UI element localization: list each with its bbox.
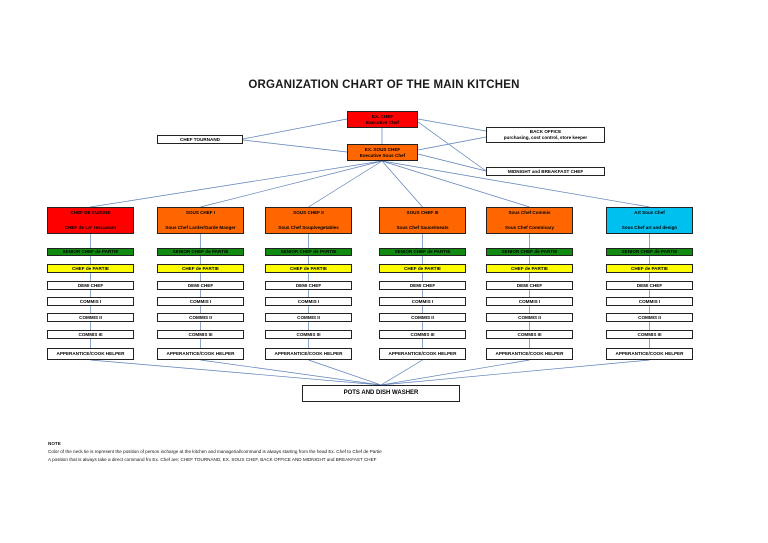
- connector-line: [381, 360, 530, 385]
- connector-line: [91, 161, 383, 207]
- department-title: Art Sous Chef: [634, 210, 665, 215]
- department-subtitle: Sous Chef Larder/Garde Manger: [165, 225, 236, 231]
- chef-de-partie-box: CHEF de PARTIE: [486, 264, 573, 273]
- commis-iii-box: COMMIS III: [379, 330, 466, 339]
- department-title: SOUS CHEF I: [185, 210, 216, 215]
- chef-de-partie-box: CHEF de PARTIE: [606, 264, 693, 273]
- note-block: [48, 440, 382, 464]
- commis-ii-box: COMMIS II: [606, 313, 693, 322]
- chef-de-partie-box: CHEF de PARTIE: [157, 264, 244, 273]
- department-subtitle: Sous Chef Sauce/meats: [396, 225, 449, 231]
- senior-chef-de-partie-box: SENIOR CHEF de PARTIE: [157, 248, 244, 256]
- department-title: SOUS CHEF II: [293, 210, 324, 215]
- ex-chef-box: [347, 111, 418, 128]
- commis-iii-box: COMMIS III: [265, 330, 352, 339]
- demi-chef-box: DEMI CHEF: [47, 281, 134, 290]
- connector-line: [243, 140, 347, 152]
- senior-chef-de-partie-box: SENIOR CHEF de PARTIE: [606, 248, 693, 256]
- commis-ii-box: COMMIS II: [47, 313, 134, 322]
- connector-line: [418, 137, 486, 150]
- connector-line: [201, 360, 382, 385]
- connector-line: [381, 360, 650, 385]
- commis-iii-box: COMMIS III: [486, 330, 573, 339]
- ex-sous-chef-subtitle: Executive Sous Chef: [359, 152, 406, 158]
- connector-line: [309, 360, 382, 385]
- connector-line: [382, 161, 423, 207]
- ex-chef-title: EX. CHEF: [371, 113, 394, 119]
- ex-sous-chef-box: [347, 144, 418, 161]
- apprentice-cook-helper-box: APPERANTICE/COOK HELPER: [157, 348, 244, 360]
- department-box-6: [606, 207, 693, 234]
- connector-line: [91, 360, 382, 385]
- chart-title: ORGANIZATION CHART OF THE MAIN KITCHEN: [248, 79, 520, 91]
- department-box-4: [379, 207, 466, 234]
- commis-ii-box: COMMIS II: [486, 313, 573, 322]
- department-box-3: [265, 207, 352, 234]
- note-line-2: A position that is always take a direct command fro Ex. Chef are; CHEF TOURNAND, EX. SOUS CHEF, BACK OFFICE AND MIDNIGHT and BREAKFAST CHEF: [48, 457, 377, 463]
- senior-chef-de-partie-box: SENIOR CHEF de PARTIE: [486, 248, 573, 256]
- apprentice-cook-helper-box: APPERANTICE/COOK HELPER: [606, 348, 693, 360]
- department-box-5: [486, 207, 573, 234]
- chef-de-partie-box: CHEF de PARTIE: [379, 264, 466, 273]
- apprentice-cook-helper-box: APPERANTICE/COOK HELPER: [486, 348, 573, 360]
- commis-i-box: COMMIS I: [486, 297, 573, 306]
- back-office-subtitle: purchasing, cost control, store keeper: [503, 135, 588, 140]
- back-office-title: BACK OFFICE: [529, 129, 562, 135]
- apprentice-cook-helper-box: APPERANTICE/COOK HELPER: [47, 348, 134, 360]
- department-title: Sous Chef Commis: [508, 210, 551, 215]
- commis-i-box: COMMIS I: [157, 297, 244, 306]
- demi-chef-box: DEMI CHEF: [157, 281, 244, 290]
- commis-i-box: COMMIS I: [379, 297, 466, 306]
- back-office-box: [486, 127, 605, 143]
- senior-chef-de-partie-box: SENIOR CHEF de PARTIE: [47, 248, 134, 256]
- chef-de-partie-box: CHEF de PARTIE: [47, 264, 134, 273]
- commis-i-box: COMMIS I: [47, 297, 134, 306]
- department-subtitle: Sous Chef Commisary: [504, 225, 554, 231]
- note-line-1: Color of the neck tie is represent the position of person incharge at the kitchen and managerial/command is always starting from the head Ex. Chef to Chef de Partie: [48, 449, 382, 455]
- note-title: NOTE: [48, 441, 61, 446]
- commis-ii-box: COMMIS II: [379, 313, 466, 322]
- ex-chef-subtitle: Executive Chef: [366, 119, 399, 125]
- demi-chef-box: DEMI CHEF: [606, 281, 693, 290]
- department-subtitle: Sous Chef art and design: [621, 225, 678, 231]
- department-subtitle: Sous Chef Soup/vegetables: [278, 225, 339, 231]
- pots-dish-washer-box: POTS AND DISH WASHER: [302, 385, 460, 402]
- senior-chef-de-partie-box: SENIOR CHEF de PARTIE: [379, 248, 466, 256]
- commis-iii-box: COMMIS III: [47, 330, 134, 339]
- commis-ii-box: COMMIS II: [157, 313, 244, 322]
- department-box-1: [47, 207, 134, 234]
- midnight-chef-box: MIDNIGHT and BREAKFAST CHEF: [486, 167, 605, 176]
- demi-chef-box: DEMI CHEF: [486, 281, 573, 290]
- apprentice-cook-helper-box: APPERANTICE/COOK HELPER: [379, 348, 466, 360]
- commis-i-box: COMMIS I: [606, 297, 693, 306]
- department-box-2: [157, 207, 244, 234]
- department-subtitle: CHEF de LA' restaurant: [64, 225, 117, 231]
- apprentice-cook-helper-box: APPERANTICE/COOK HELPER: [265, 348, 352, 360]
- connector-line: [418, 154, 486, 171]
- connector-line: [201, 161, 383, 207]
- commis-i-box: COMMIS I: [265, 297, 352, 306]
- commis-iii-box: COMMIS III: [157, 330, 244, 339]
- demi-chef-box: DEMI CHEF: [379, 281, 466, 290]
- commis-iii-box: COMMIS III: [606, 330, 693, 339]
- connector-line: [243, 119, 347, 139]
- senior-chef-de-partie-box: SENIOR CHEF de PARTIE: [265, 248, 352, 256]
- demi-chef-box: DEMI CHEF: [265, 281, 352, 290]
- department-title: CHEF DE CUISINE: [70, 210, 111, 215]
- ex-sous-chef-title: EX. SOUS CHEF: [364, 146, 401, 152]
- commis-ii-box: COMMIS II: [265, 313, 352, 322]
- chef-de-partie-box: CHEF de PARTIE: [265, 264, 352, 273]
- department-title: SOUS CHEF III: [406, 210, 439, 215]
- connector-line: [309, 161, 383, 207]
- chef-tournand-box: CHEF TOURNAND: [157, 135, 243, 144]
